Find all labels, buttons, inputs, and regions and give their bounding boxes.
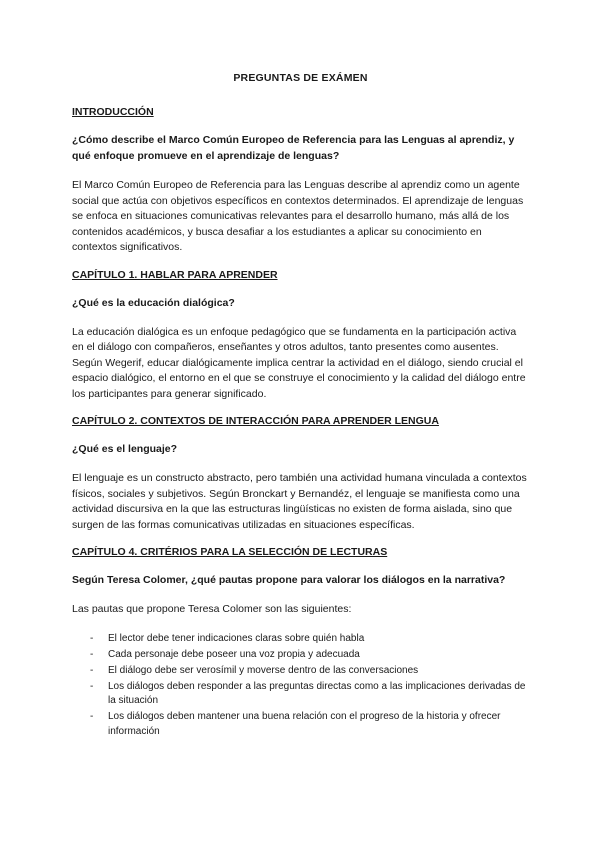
section-heading-introduccion: INTRODUCCIÓN [72, 106, 154, 118]
section-heading-capitulo-4: CAPÍTULO 4. CRITÉRIOS PARA LA SELECCIÓN DE LECTURAS [72, 546, 388, 558]
answer-marco-comun: El Marco Común Europeo de Referencia para las Lenguas describe al aprendiz como un agente social que actúa con objetivos específicos en contextos determinados. El aprendizaje de lenguas se enfoca en situaciones comunicativas relevantes para el desarrollo humano, más allá de los contenidos académicos, y busca desafiar a los estudiantes a aplicar su conocimiento en contextos significativos. [72, 179, 524, 253]
list-dash: - [90, 632, 94, 644]
list-item-text: Los diálogos deben responder a las preguntas directas como a las implicaciones derivadas de la situación [108, 680, 526, 706]
pautas-list [72, 632, 529, 740]
list-item-text: El lector debe tener indicaciones claras sobre quién habla [108, 632, 365, 644]
section-heading-capitulo-1: CAPÍTULO 1. HABLAR PARA APRENDER [72, 268, 278, 281]
list-item [72, 710, 529, 739]
list-dash: - [90, 711, 94, 722]
list-item [72, 632, 529, 647]
answer-educacion-dialogica: La educación dialógica es un enfoque pedagógico que se fundamenta en la participación activa en el diálogo con compañeros, enseñantes y otros adultos, tanto presentes como ausentes. Según Wegerif, educar dialógicamente implica centrar la actividad en el diálogo, siendo crucial el espacio dialógico, el entorno en el que se construye el conocimiento y la calidad del diálogo entre los participantes para generar significado. [72, 325, 526, 400]
question-marco-comun: ¿Cómo describe el Marco Común Europeo de Referencia para las Lenguas al aprendiz, y qué enfoque promueve en el aprendizaje de lenguas? [72, 134, 515, 162]
section-heading-capitulo-2: CAPÍTULO 2. CONTEXTOS DE INTERACCIÓN PARA APRENDER LENGUA [72, 415, 439, 427]
page-title: PREGUNTAS DE EXÁMEN [233, 72, 368, 84]
answer-lenguaje: El lenguaje es un constructo abstracto, pero también una actividad humana vinculada a contextos físicos, sociales y subjetivos. Según Bronckart y Bernandéz, el lenguaje se manifiesta como una actividad discursiva en la que las estructuras lingüísticas no existen de forma aislada, sino que surgen de las formas comunicativas utilizadas en situaciones específicas. [72, 472, 527, 531]
question-lenguaje: ¿Qué es el lenguaje? [72, 443, 178, 455]
list-item-text: El diálogo debe ser verosímil y moverse dentro de las conversaciones [108, 664, 419, 676]
list-item [72, 648, 529, 663]
list-item [72, 680, 529, 709]
list-dash: - [90, 648, 94, 660]
question-pautas-colomer: Según Teresa Colomer, ¿qué pautas propone para valorar los diálogos en la narrativa? [72, 574, 506, 586]
list-item-text: Los diálogos deben mantener una buena relación con el progreso de la historia y ofrecer información [108, 711, 501, 737]
list-dash: - [90, 680, 94, 692]
list-item-text: Cada personaje debe poseer una voz propia y adecuada [108, 648, 360, 660]
list-dash: - [90, 664, 94, 676]
question-educacion-dialogica: ¿Qué es la educación dialógica? [72, 296, 235, 309]
answer-lead: Las pautas que propone Teresa Colomer son las siguientes: [72, 603, 352, 615]
list-item [72, 664, 529, 679]
